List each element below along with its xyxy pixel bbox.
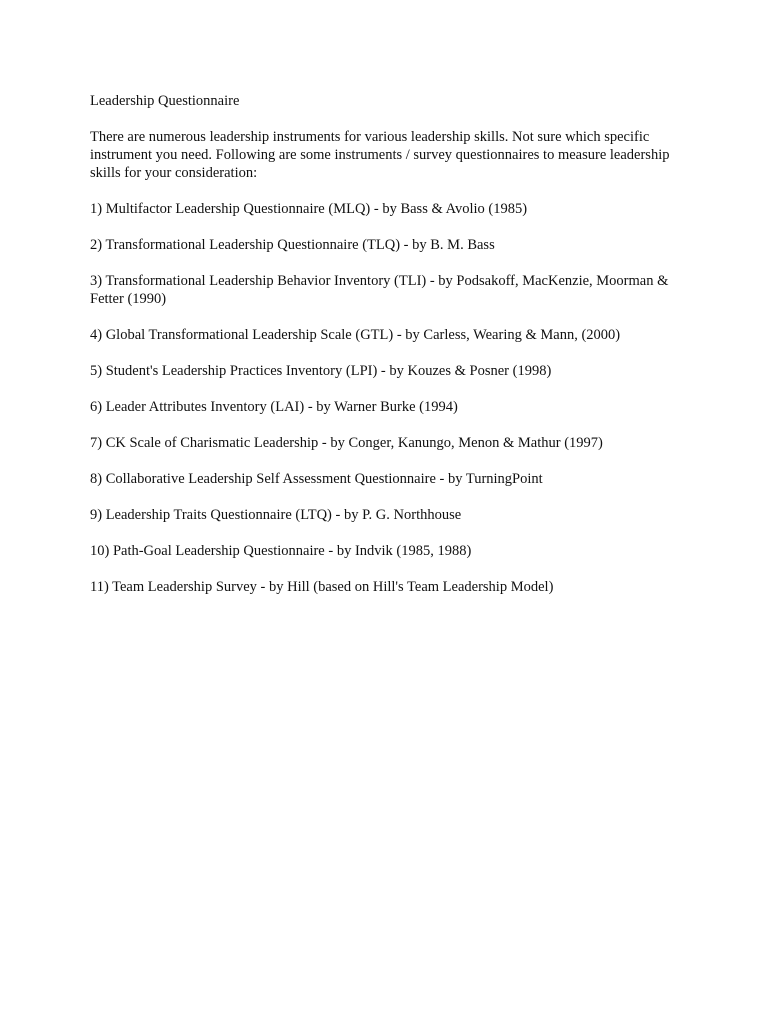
list-item: 5) Student's Leadership Practices Inventory (LPI) - by Kouzes & Posner (1998) — [90, 363, 552, 379]
intro-paragraph: There are numerous leadership instruments for various leadership skills. Not sure which specific instrument you need. Following are some instruments / survey questionnaires to measure leadership skills for your consideration: — [90, 129, 670, 181]
list-item: 11) Team Leadership Survey - by Hill (based on Hill's Team Leadership Model) — [90, 579, 554, 595]
list-item: 4) Global Transformational Leadership Scale (GTL) - by Carless, Wearing & Mann, (2000) — [90, 327, 621, 343]
document-title: Leadership Questionnaire — [90, 93, 240, 109]
list-item: 6) Leader Attributes Inventory (LAI) - by Warner Burke (1994) — [90, 399, 458, 415]
list-item: 2) Transformational Leadership Questionnaire (TLQ) - by B. M. Bass — [90, 237, 495, 253]
list-item: 9) Leadership Traits Questionnaire (LTQ) - by P. G. Northhouse — [90, 507, 462, 523]
document-page — [90, 92, 690, 614]
list-item: 7) CK Scale of Charismatic Leadership - by Conger, Kanungo, Menon & Mathur (1997) — [90, 435, 603, 451]
list-item: 10) Path-Goal Leadership Questionnaire - by Indvik (1985, 1988) — [90, 543, 472, 559]
list-item: 1) Multifactor Leadership Questionnaire (MLQ) - by Bass & Avolio (1985) — [90, 201, 528, 217]
list-item: 8) Collaborative Leadership Self Assessment Questionnaire - by TurningPoint — [90, 471, 543, 487]
list-item: 3) Transformational Leadership Behavior Inventory (TLI) - by Podsakoff, MacKenzie, Moorman & Fetter (1990) — [90, 273, 669, 307]
